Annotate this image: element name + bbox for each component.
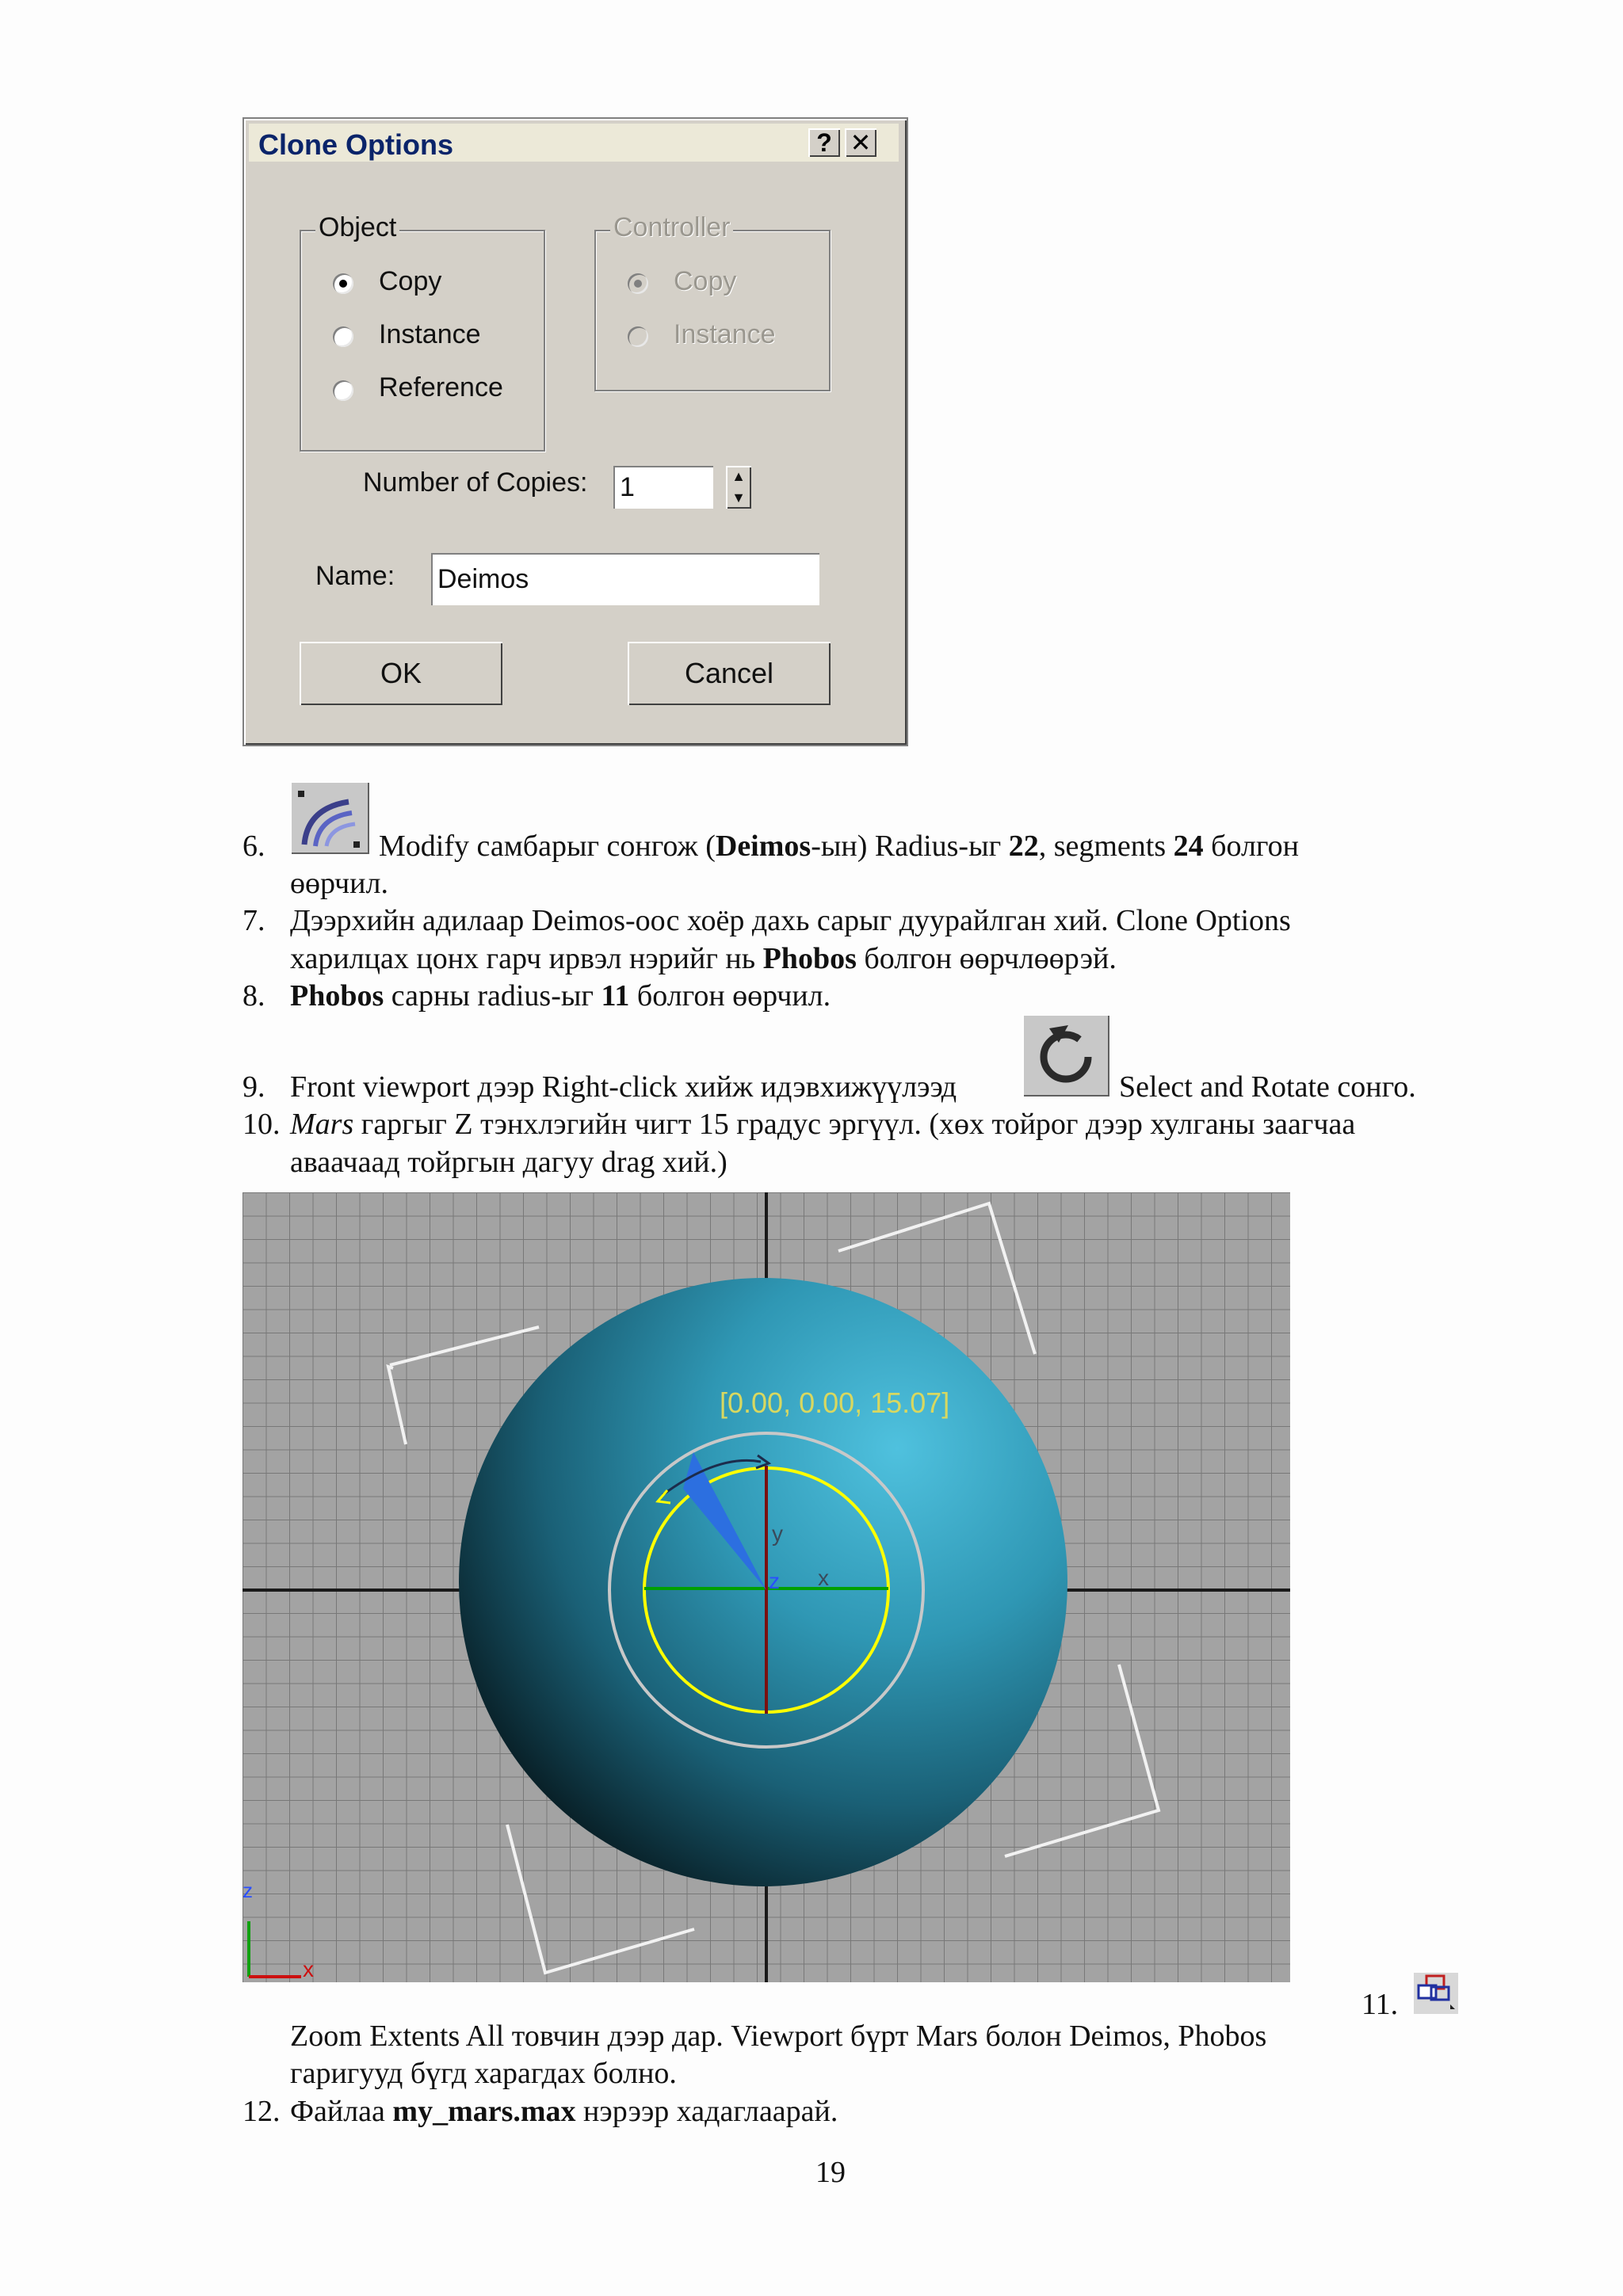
step-9-text-1: Front viewport дээр Right-click хийж идэвхижүүлээд — [290, 1070, 957, 1104]
close-icon[interactable]: ✕ — [845, 128, 876, 157]
name-label: Name: — [315, 561, 395, 591]
name-input[interactable]: Deimos — [431, 553, 819, 605]
question-icon[interactable]: ? — [808, 128, 840, 157]
object-reference-label: Reference — [379, 372, 503, 402]
step-7-line-2: харилцах цонх гарч ирвэл нэрийг нь Phobos болгон өөрчлөөрэй. — [290, 942, 1117, 975]
controller-instance-radio — [628, 326, 648, 347]
step-10-line-1: Mars гаргыг Z тэнхлэгийн чигт 15 градус эргүүл. (хөх тойрог дээр хулганы заагчаа — [290, 1108, 1356, 1141]
step-8-line: Phobos сарны radius-ыг 11 болгон өөрчил. — [290, 979, 831, 1013]
tripod-z-label: z — [242, 1878, 253, 1902]
step-11-line-2: гаригууд бүгд харагдах болно. — [290, 2057, 677, 2090]
modify-panel-icon — [290, 781, 369, 854]
step-11-line-1: Zoom Extents All товчин дээр дар. Viewport бүрт Mars болон Deimos, Phobos — [290, 2019, 1267, 2053]
axis-x-label: x — [818, 1566, 829, 1590]
axis-y-label: y — [772, 1521, 783, 1546]
step-6-number: 6. — [242, 830, 265, 863]
step-11-number: 11. — [1361, 1988, 1399, 2021]
dialog-title: Clone Options — [258, 128, 453, 161]
step-10-number: 10. — [242, 1108, 281, 1141]
controller-copy-radio — [628, 273, 648, 294]
object-instance-radio[interactable] — [333, 326, 353, 347]
cancel-button[interactable]: Cancel — [628, 642, 831, 705]
dialog-titlebar — [249, 124, 899, 162]
object-group-legend: Object — [315, 212, 399, 243]
controller-copy-label: Copy — [674, 266, 737, 296]
object-instance-label: Instance — [379, 319, 481, 349]
copies-spinner[interactable]: ▲ ▼ — [726, 466, 751, 509]
step-9-number: 9. — [242, 1070, 265, 1104]
controller-group — [594, 230, 831, 391]
step-10-line-2: аваачаад тойргын дагуу drag хий.) — [290, 1146, 727, 1179]
rotation-readout: [0.00, 0.00, 15.07] — [720, 1386, 950, 1419]
front-viewport — [242, 1192, 1290, 1982]
step-6-line-1: Modify самбарыг сонгож (Deimos-ын) Radius-ыг 22, segments 24 болгон — [379, 830, 1299, 863]
clone-options-dialog — [242, 117, 908, 746]
step-6-line-2: өөрчил. — [290, 867, 388, 900]
object-reference-radio[interactable] — [333, 380, 353, 401]
mars-sphere — [459, 1278, 1067, 1886]
ok-button[interactable]: OK — [300, 642, 502, 705]
page-number: 19 — [815, 2156, 846, 2189]
axis-z-label: z — [769, 1569, 780, 1593]
object-copy-label: Copy — [379, 266, 442, 296]
step-7-number: 7. — [242, 904, 265, 937]
select-and-rotate-icon — [1022, 1014, 1109, 1097]
step-12-number: 12. — [242, 2095, 281, 2128]
tripod-x-label: x — [303, 1957, 314, 1981]
step-7-line-1: Дээрхийн адилаар Deimos-оос хоёр дахь сарыг дуурайлган хий. Clone Options — [290, 904, 1291, 937]
copies-label: Number of Copies: — [363, 467, 588, 498]
object-copy-radio[interactable] — [333, 273, 353, 294]
copies-input[interactable]: 1 — [613, 466, 713, 509]
controller-instance-label: Instance — [674, 319, 776, 349]
step-12-line: Файлаа my_mars.max нэрээр хадаглаарай. — [290, 2095, 838, 2128]
zoom-extents-all-icon — [1414, 1973, 1458, 2014]
step-8-number: 8. — [242, 979, 265, 1013]
step-9-text-2: Select and Rotate сонго. — [1119, 1070, 1416, 1104]
controller-group-legend: Controller — [610, 212, 733, 243]
